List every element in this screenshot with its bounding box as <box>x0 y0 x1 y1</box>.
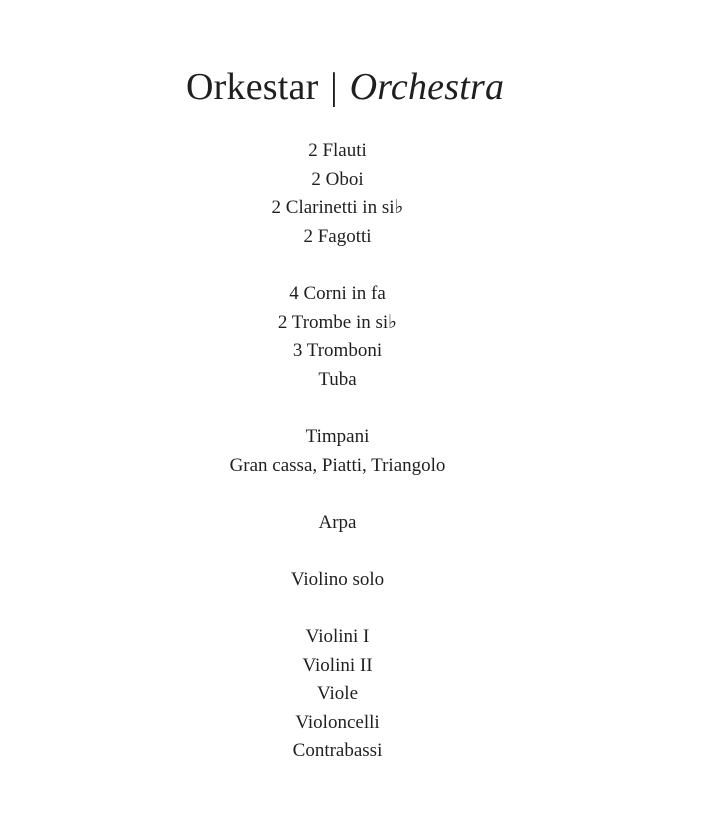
woodwinds-group <box>0 137 675 251</box>
instrument-line: 4 Corni in fa <box>289 282 386 304</box>
instrument-line: Gran cassa, Piatti, Triangolo <box>229 454 446 476</box>
strings-group <box>0 623 675 766</box>
instrument-line: 2 Clarinetti in si♭ <box>271 197 404 219</box>
harp-group <box>0 509 675 538</box>
instrument-line: Violoncelli <box>295 711 380 733</box>
instrument-line: 3 Tromboni <box>292 340 383 362</box>
instrument-line: 2 Flauti <box>308 140 367 161</box>
page-title <box>186 62 504 112</box>
instrument-line: Violino solo <box>290 568 385 590</box>
title-italic: Orchestra <box>349 66 505 108</box>
instrument-line: 2 Oboi <box>311 168 364 190</box>
title-separator: | <box>330 66 338 108</box>
instrument-line: Timpani <box>305 425 370 447</box>
instrument-line: 2 Fagotti <box>303 225 372 247</box>
instrument-line: Contrabassi <box>292 740 383 762</box>
solo-group <box>0 566 675 595</box>
title-main: Orkestar <box>186 66 319 108</box>
instrument-line: Violini I <box>305 626 370 648</box>
instrument-line: Tuba <box>318 368 357 390</box>
instrument-line: Violini II <box>302 654 373 676</box>
brass-group <box>0 280 675 394</box>
percussion-group <box>0 423 675 480</box>
instrument-line: 2 Trombe in si♭ <box>277 311 398 333</box>
instrument-list <box>0 137 675 766</box>
instrument-line: Arpa <box>318 511 357 533</box>
instrument-line: Viole <box>316 683 359 705</box>
